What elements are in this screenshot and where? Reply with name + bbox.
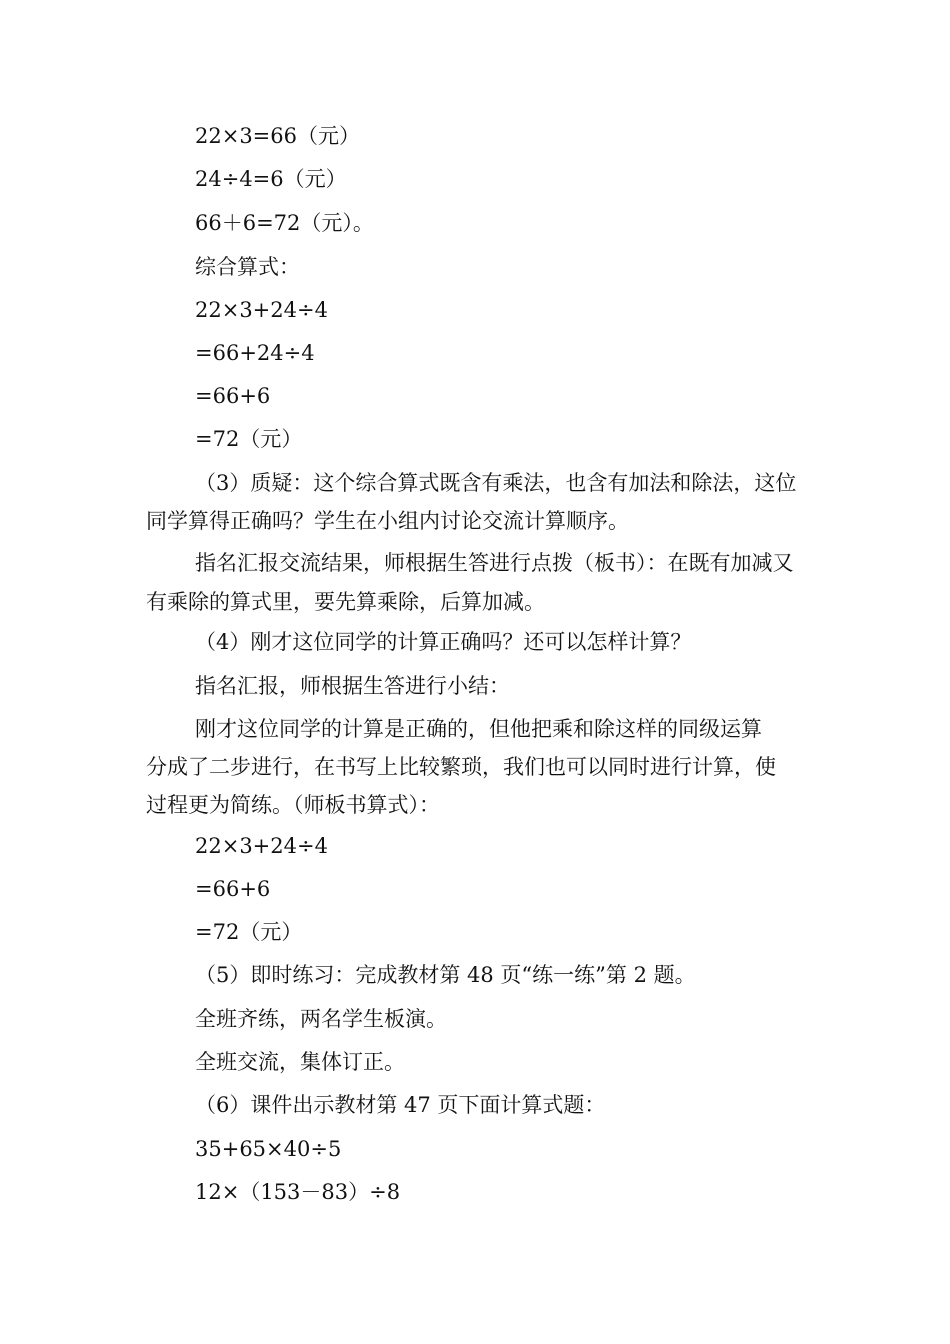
text-line: （4）刚才这位同学的计算正确吗？还可以怎样计算？ [195, 630, 692, 654]
text-line: 有乘除的算式里，要先算乘除，后算加减。 [146, 590, 545, 614]
text-line: 22×3+24÷4 [195, 298, 328, 322]
text-line: 12×（153－83）÷8 [195, 1180, 401, 1204]
text-line: 24÷4=6（元） [195, 167, 347, 191]
text-line: =72（元） [195, 427, 303, 451]
text-line: 分成了二步进行，在书写上比较繁琐，我们也可以同时进行计算，使 [146, 755, 776, 779]
text-line: 35+65×40÷5 [195, 1137, 342, 1161]
text-line: 指名汇报，师根据生答进行小结： [195, 674, 510, 698]
text-line: =66+6 [195, 384, 271, 408]
text-line: 22×3=66（元） [195, 124, 360, 148]
text-line: 同学算得正确吗？学生在小组内讨论交流计算顺序。 [146, 509, 629, 533]
text-line: 66＋6=72（元）。 [195, 211, 374, 235]
text-line: =66+6 [195, 877, 271, 901]
text-line: 过程更为简练。（师板书算式）： [146, 793, 440, 817]
text-line: 综合算式： [195, 255, 300, 279]
text-line: （6）课件出示教材第 47 页下面计算式题： [195, 1093, 606, 1117]
text-line: =66+24÷4 [195, 341, 315, 365]
text-line: 指名汇报交流结果，师根据生答进行点拨（板书）：在既有加减又 [195, 551, 794, 575]
text-line: 全班交流，集体订正。 [195, 1050, 405, 1074]
text-line: （3）质疑：这个综合算式既含有乘法，也含有加法和除法，这位 [195, 471, 797, 495]
text-line: =72（元） [195, 920, 303, 944]
text-line: 全班齐练，两名学生板演。 [195, 1007, 447, 1031]
text-line: 刚才这位同学的计算是正确的，但他把乘和除这样的同级运算 [195, 717, 762, 741]
text-line: （5）即时练习：完成教材第 48 页“练一练”第 2 题。 [195, 963, 696, 987]
text-line: 22×3+24÷4 [195, 834, 328, 858]
